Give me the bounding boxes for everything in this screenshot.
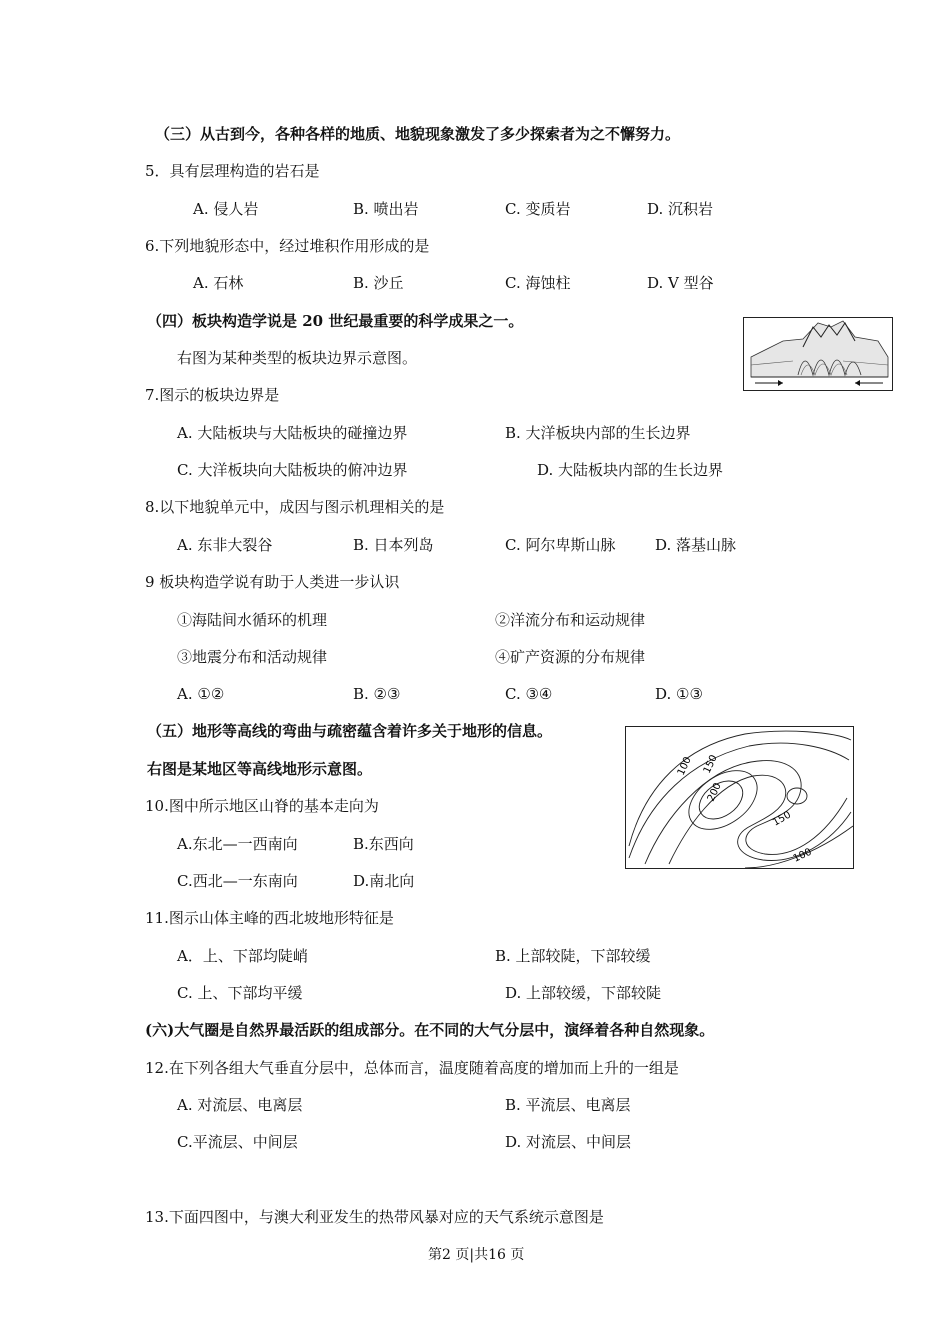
q9-option-d: D. ①③ (655, 685, 703, 703)
section-5-intro: 右图是某地区等高线地形示意图。 (147, 760, 373, 778)
q11-option-c: C. 上、下部均平缓 (177, 984, 303, 1002)
q9-item-4: ④矿产资源的分布规律 (495, 648, 646, 666)
q7-option-d: D. 大陆板块内部的生长边界 (537, 461, 724, 479)
q12-option-c: C.平流层、中间层 (177, 1133, 298, 1151)
q8-stem: 8.以下地貌单元中，成因与图示机理相关的是 (145, 498, 445, 516)
contour-label-150-se: 150 (771, 809, 794, 829)
q6-option-a: A. 石林 (193, 274, 244, 292)
contour-label-100-nw: 100 (675, 755, 694, 778)
q8-option-a: A. 东非大裂谷 (177, 536, 273, 554)
q9-stem: 9 板块构造学说有助于人类进一步认识 (145, 573, 400, 591)
q8-option-b: B. 日本列岛 (353, 536, 434, 554)
section-3-heading: （三）从古到今，各种各样的地质、地貌现象激发了多少探索者为之不懈努力。 (155, 125, 681, 143)
q11-option-a: A．上、下部均陡峭 (177, 947, 308, 965)
q12-option-b: B. 平流层、电离层 (505, 1096, 631, 1114)
q9-item-3: ③地震分布和活动规律 (177, 648, 328, 666)
q9-option-c: C. ③④ (505, 685, 553, 703)
q6-option-c: C. 海蚀柱 (505, 274, 571, 292)
q13-stem: 13.下面四图中，与澳大利亚发生的热带风暴对应的天气系统示意图是 (145, 1208, 604, 1226)
q9-item-2: ②洋流分布和运动规律 (495, 611, 646, 629)
q8-option-d: D. 落基山脉 (655, 536, 737, 554)
section-4-heading: （四）板块构造学说是 20 世纪最重要的科学成果之一。 (147, 312, 524, 330)
q8-option-c: C. 阿尔卑斯山脉 (505, 536, 616, 554)
contour-label-150-n: 150 (701, 753, 720, 776)
q7-option-c: C. 大洋板块向大陆板块的俯冲边界 (177, 461, 408, 479)
q7-option-a: A. 大陆板块与大陆板块的碰撞边界 (177, 424, 408, 442)
q10-option-b: B.东西向 (353, 835, 414, 853)
q6-option-b: B. 沙丘 (353, 274, 404, 292)
q10-option-c: C.西北—一东南向 (177, 872, 298, 890)
q12-option-d: D. 对流层、中间层 (505, 1133, 632, 1151)
q9-option-a: A. ①② (177, 685, 225, 703)
q5-option-b: B. 喷出岩 (353, 200, 419, 218)
plate-boundary-diagram (743, 317, 893, 391)
q12-stem: 12.在下列各组大气垂直分层中，总体而言，温度随着高度的增加而上升的一组是 (145, 1059, 679, 1077)
q10-option-d: D.南北向 (353, 872, 415, 890)
page-footer: 第2 页|共16 页 (428, 1247, 525, 1263)
q10-stem: 10.图中所示地区山脊的基本走向为 (145, 797, 379, 815)
q5-stem: 5．具有层理构造的岩石是 (145, 162, 320, 180)
q6-stem: 6.下列地貌形态中，经过堆积作用形成的是 (145, 237, 430, 255)
contour-label-200: 200 (705, 781, 724, 804)
q11-option-b: B. 上部较陡，下部较缓 (495, 947, 651, 965)
q5-option-d: D. 沉积岩 (647, 200, 714, 218)
q7-stem: 7.图示的板块边界是 (145, 386, 280, 404)
q7-option-b: B. 大洋板块内部的生长边界 (505, 424, 691, 442)
q12-option-a: A. 对流层、电离层 (177, 1096, 303, 1114)
q9-option-b: B. ②③ (353, 685, 401, 703)
q10-option-a: A.东北—一西南向 (177, 835, 298, 853)
q11-option-d: D. 上部较缓，下部较陡 (505, 984, 662, 1002)
section-4-intro: 右图为某种类型的板块边界示意图。 (177, 349, 418, 367)
q5-option-a: A. 侵人岩 (193, 200, 259, 218)
q5-option-c: C. 变质岩 (505, 200, 571, 218)
section-5-heading: （五）地形等高线的弯曲与疏密蕴含着许多关于地形的信息。 (147, 722, 553, 740)
q6-option-d: D. V 型谷 (647, 274, 714, 292)
contour-label-100-se: 100 (791, 846, 814, 865)
section-6-heading: (六)大气圈是自然界最活跃的组成部分。在不同的大气分层中，演绎着各种自然现象。 (145, 1021, 715, 1039)
contour-map (625, 726, 854, 869)
q9-item-1: ①海陆间水循环的机理 (177, 611, 328, 629)
q11-stem: 11.图示山体主峰的西北坡地形特征是 (145, 909, 394, 927)
